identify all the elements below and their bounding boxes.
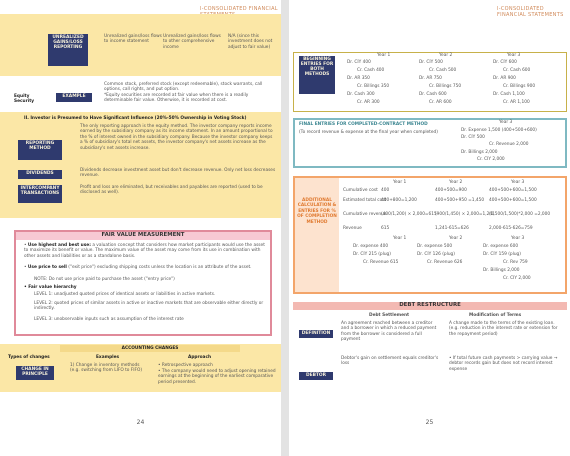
- completed-contract-title: FINAL ENTRIES FOR COMPLETED-CONTRACT METHOD: [299, 122, 428, 127]
- be-y2-l6: Cr. AR 600: [429, 100, 452, 105]
- debt-modification-definition: A change made to the terms of the existing loan. (e.g. reduction in the interest rate or extension for the repayment period): [449, 321, 558, 337]
- pc-cell: (400/1,200) × 2,000=615: [381, 212, 437, 217]
- unrealized-col3: N/A (since this investment does not adjust to fair value): [228, 34, 273, 50]
- debt-definition-label: DEFINITION: [299, 330, 333, 338]
- be-y3-l6: Cr. AR 1,100: [503, 100, 530, 105]
- unrealized-label: UNREALIZED GAINS/LOSS REPORTING: [48, 34, 88, 66]
- cc-entry5: Cr. CIY 2,000: [477, 157, 505, 162]
- ac-approach2: • The company would need to adjust opening retained earnings at the beginning of the earliest comparative period presented.: [158, 369, 276, 385]
- left-page: [0, 0, 281, 456]
- pc-cell: 400+500+950 =1,450: [435, 198, 485, 203]
- dividends-label: DIVIDENDS: [18, 170, 62, 179]
- be-y2-l5: Dr. Cash 600: [419, 92, 447, 97]
- be-y3-l4: Cr. Billings 900: [503, 84, 536, 89]
- pc-row-label: Revenue: [343, 226, 362, 231]
- be-y2-l1: Dr. CIY 500: [419, 60, 443, 65]
- fair-value-level1: LEVEL 1: unadjusted quoted prices of identical assets or liabilities in active markets.: [34, 292, 216, 297]
- pc-cell: 400+500+600=1,500: [489, 198, 537, 203]
- running-header: I-CONSOLIDATED FINANCIAL STATEMENTS: [497, 6, 564, 18]
- equity-example-text: Common stock, preferred stock (except redeemable), stock warrants, call options, call rights, and put option.: [104, 82, 263, 93]
- bullet1-text: a valuation concept that considers how market participants would use the asset to maximize its benefit or value. The maximum value of the asset may come from its use in combination with other assets and liabilities or as a standalone basis.: [24, 243, 265, 259]
- intercompany-text: Profit and loss are eliminated, but receivables and payables are reported (used to be disclosed as well).: [80, 185, 263, 196]
- be-y3-l2: Cr. Cash 600: [503, 68, 531, 73]
- fair-value-level3: LEVEL 3: unobservable inputs such as assumption of the interest rate: [34, 317, 184, 322]
- cc-entry3: Cr. Revenue 2,000: [489, 142, 529, 147]
- be-y3-l3: Dr. AR 900: [493, 76, 516, 81]
- reporting-method-text: The only reporting approach is the equity method. The investor company reports income earned by the subsidiary company as its income statement. In an amount proportional to the % of interest owned in the subsidiary company. Because the investor company keeps a % of subsidiary's total net assets, the investor company's net assets increase as the subsidiary's net assets increase.: [80, 124, 273, 151]
- pc-cell: 1,241-615=626: [435, 226, 469, 231]
- completed-contract-subtitle: (To record revenue & expense at the final year when completed): [299, 130, 438, 135]
- fair-value-bullet3: • Fair value hierarchy: [24, 285, 77, 290]
- page-gutter: [281, 0, 289, 456]
- be-y1-l2: Cr. Cash 400: [357, 68, 385, 73]
- ac-header-examples: Examples: [96, 355, 120, 360]
- accounting-changes-title: ACCOUNTING CHANGES: [121, 346, 179, 351]
- beginning-entries-label: BEGINNING ENTRIES FOR BOTH METHODS: [299, 56, 335, 94]
- equity-example-label: EXAMPLE: [56, 93, 92, 102]
- ac-header-types: Types of changes: [8, 355, 50, 360]
- pc-entry-y1: Dr. expense 400: [353, 244, 389, 249]
- percentage-completion-label: ADDITIONAL CALCULATION & ENTRIES FOR % OF COMPLETION METHOD: [297, 198, 337, 225]
- reporting-method-label: REPORTING METHOD: [18, 140, 62, 160]
- debt-settlement-note: Debtor's gain on settlement equals creditor's loss: [341, 356, 439, 367]
- pc-entry-y3: Dr. expense 600: [483, 244, 519, 249]
- pc-cell: 400+800=1,200: [381, 198, 417, 203]
- be-y2-l2: Cr. Cash 500: [429, 68, 457, 73]
- equity-section-label: Equity Security: [14, 94, 35, 105]
- fair-value-note: NOTE: Do not use price paid to purchase the asset ("entry price"): [34, 277, 175, 282]
- pc-cell: 400+500+600=1,500: [489, 188, 537, 193]
- pc-cell: 615: [381, 226, 390, 231]
- be-y1-l4: Cr. Billings 350: [357, 84, 390, 89]
- be-y3-l5: Dr. Cash 1,100: [493, 92, 525, 97]
- be-y1-l6: Cr. AR 300: [357, 100, 380, 105]
- page-number: 24: [136, 419, 145, 426]
- fair-value-level2: LEVEL 2: quoted prices of similar assets in active or inactive markets that are observable either directly or indirectly.: [34, 301, 264, 312]
- be-y1-l3: Dr. AR 350: [347, 76, 370, 81]
- cc-entry1: Dr. Expense 1,500 (400+500+600): [461, 128, 537, 133]
- cc-entry4: Dr. Billings 2,000: [461, 150, 498, 155]
- be-y2-l4: Cr. Billings 750: [429, 84, 462, 89]
- pc-cell: (900/1,450) × 2,000=1,241: [435, 212, 495, 217]
- debt-settlement-definition: An agreement reached between a creditor and a borrower in which a reduced payment from the borrower is considered a full payment: [341, 321, 437, 343]
- be-y1-l5: Dr. Cash 300: [347, 92, 375, 97]
- be-year1: Year 1: [377, 53, 391, 58]
- pc-year2: Year 2: [449, 180, 463, 185]
- be-y2-l3: Dr. AR 750: [419, 76, 442, 81]
- debt-modification-note: • If total future cash payments > carrying value → debtor records gain but does not record interest expense: [449, 356, 558, 372]
- intercompany-label: INTERCOMPANY TRANSACTIONS: [18, 185, 62, 203]
- pc-entry-y3: Dr. Billings 2,000: [483, 268, 520, 273]
- beginning-entries-grid: [347, 60, 567, 110]
- running-header: I-CONSOLIDATED FINANCIAL: [200, 6, 278, 12]
- fair-value-bullet1: • Use highest and best use: a valuation concept that considers how market participants would use the asset to maximize its benefit or value. The maximum value of the asset may come from its use in combination with other assets and liabilities or as a standalone basis.: [24, 243, 265, 259]
- pc-entries-year1: Year 1: [393, 236, 407, 241]
- pc-entry-y3: Dr. CIY 159 (plug): [483, 252, 521, 257]
- ac-header-approach: Approach: [188, 355, 212, 360]
- pc-cell: 2,000-615-626=759: [489, 226, 533, 231]
- equity-note: *Equity securities are recorded at fair value when there is a readily determinable fair value. Otherwise, it is recorded at cost.: [104, 93, 249, 104]
- pc-entry-y2: Dr. expense 500: [417, 244, 453, 249]
- change-in-principle-label: CHANGE IN PRINCIPLE: [16, 366, 54, 380]
- debt-header-modification: Modification of Terms: [469, 313, 522, 318]
- be-year2: Year 2: [439, 53, 453, 58]
- pc-entry-y1: Cr. Revenue 615: [363, 260, 399, 265]
- ac-example: 1) Change in inventory methods (e.g. switching from LIFO to FIFO): [70, 363, 143, 374]
- pc-entries-year2: Year 2: [449, 236, 463, 241]
- pc-entry-y1: Dr. CIY 215 (plug): [353, 252, 391, 257]
- be-y3-l1: Dr. CIY 600: [493, 60, 517, 65]
- pc-entry-y2: Dr. CIY 126 (plug): [417, 252, 455, 257]
- bullet3-text: Fair value hierarchy: [28, 285, 77, 290]
- be-y1-l1: Dr. CIY 400: [347, 60, 371, 65]
- pc-cell: (1,500/1,500)*2,000 =2,000: [489, 212, 551, 217]
- debt-restructure-title: DEBT RESTRUCTURE: [293, 302, 567, 310]
- unrealized-col2: Unrealized gains/loss flows to other comprehensive income: [163, 34, 221, 50]
- dividends-text: Dividends decrease investment asset but don't decrease revenue. Only net loss decreases revenue.: [80, 168, 276, 179]
- page-number: 25: [425, 419, 434, 426]
- pc-year1: Year 1: [393, 180, 407, 185]
- bullet2-lead: Use price to sell: [27, 265, 67, 270]
- pc-cell: 400+500=900: [435, 188, 467, 193]
- fair-value-bullet2: • Use price to sell ("exit price") excluding shipping costs unless the location is an attribute of the asset.: [24, 265, 252, 270]
- fair-value-title: FAIR VALUE MEASUREMENT: [16, 232, 270, 240]
- bullet1-lead: Use highest and best use:: [27, 243, 91, 248]
- pc-row-label: Cumulative cost: [343, 188, 378, 193]
- debtor-label: DEBTOR: [299, 372, 333, 380]
- pc-entries-year3: Year 3: [511, 236, 525, 241]
- percentage-label-band: [295, 178, 339, 292]
- pc-row-label: Estimated total cost: [343, 198, 387, 203]
- significant-influence-heading: II. Investor is Presumed to Have Significant Influence (20%-50% Ownership in Voting Stock): [24, 116, 247, 121]
- debt-header-settlement: Debt Settlement: [369, 313, 410, 318]
- ac-approach1: • Retrospective approach: [158, 363, 213, 368]
- pc-year3: Year 3: [511, 180, 525, 185]
- pc-entry-y3: Cr. Rev 759: [503, 260, 528, 265]
- pc-cell: 400: [381, 188, 390, 193]
- pc-entry-y2: Cr. Revenue 626: [427, 260, 463, 265]
- cc-entry2: Dr. CIY 500: [461, 135, 485, 140]
- pc-row-label: Cumulative revenue: [343, 212, 387, 217]
- cc-year: Year 3: [499, 120, 513, 125]
- right-page: [289, 0, 570, 456]
- unrealized-col1: Unrealized gains/loss flows to income statement: [104, 34, 162, 45]
- be-year3: Year 3: [507, 53, 521, 58]
- bullet2-text: ("exit price") excluding shipping costs unless the location is an attribute of the asset.: [68, 265, 252, 270]
- pc-entry-y3: Cr. CIY 2,000: [503, 276, 531, 281]
